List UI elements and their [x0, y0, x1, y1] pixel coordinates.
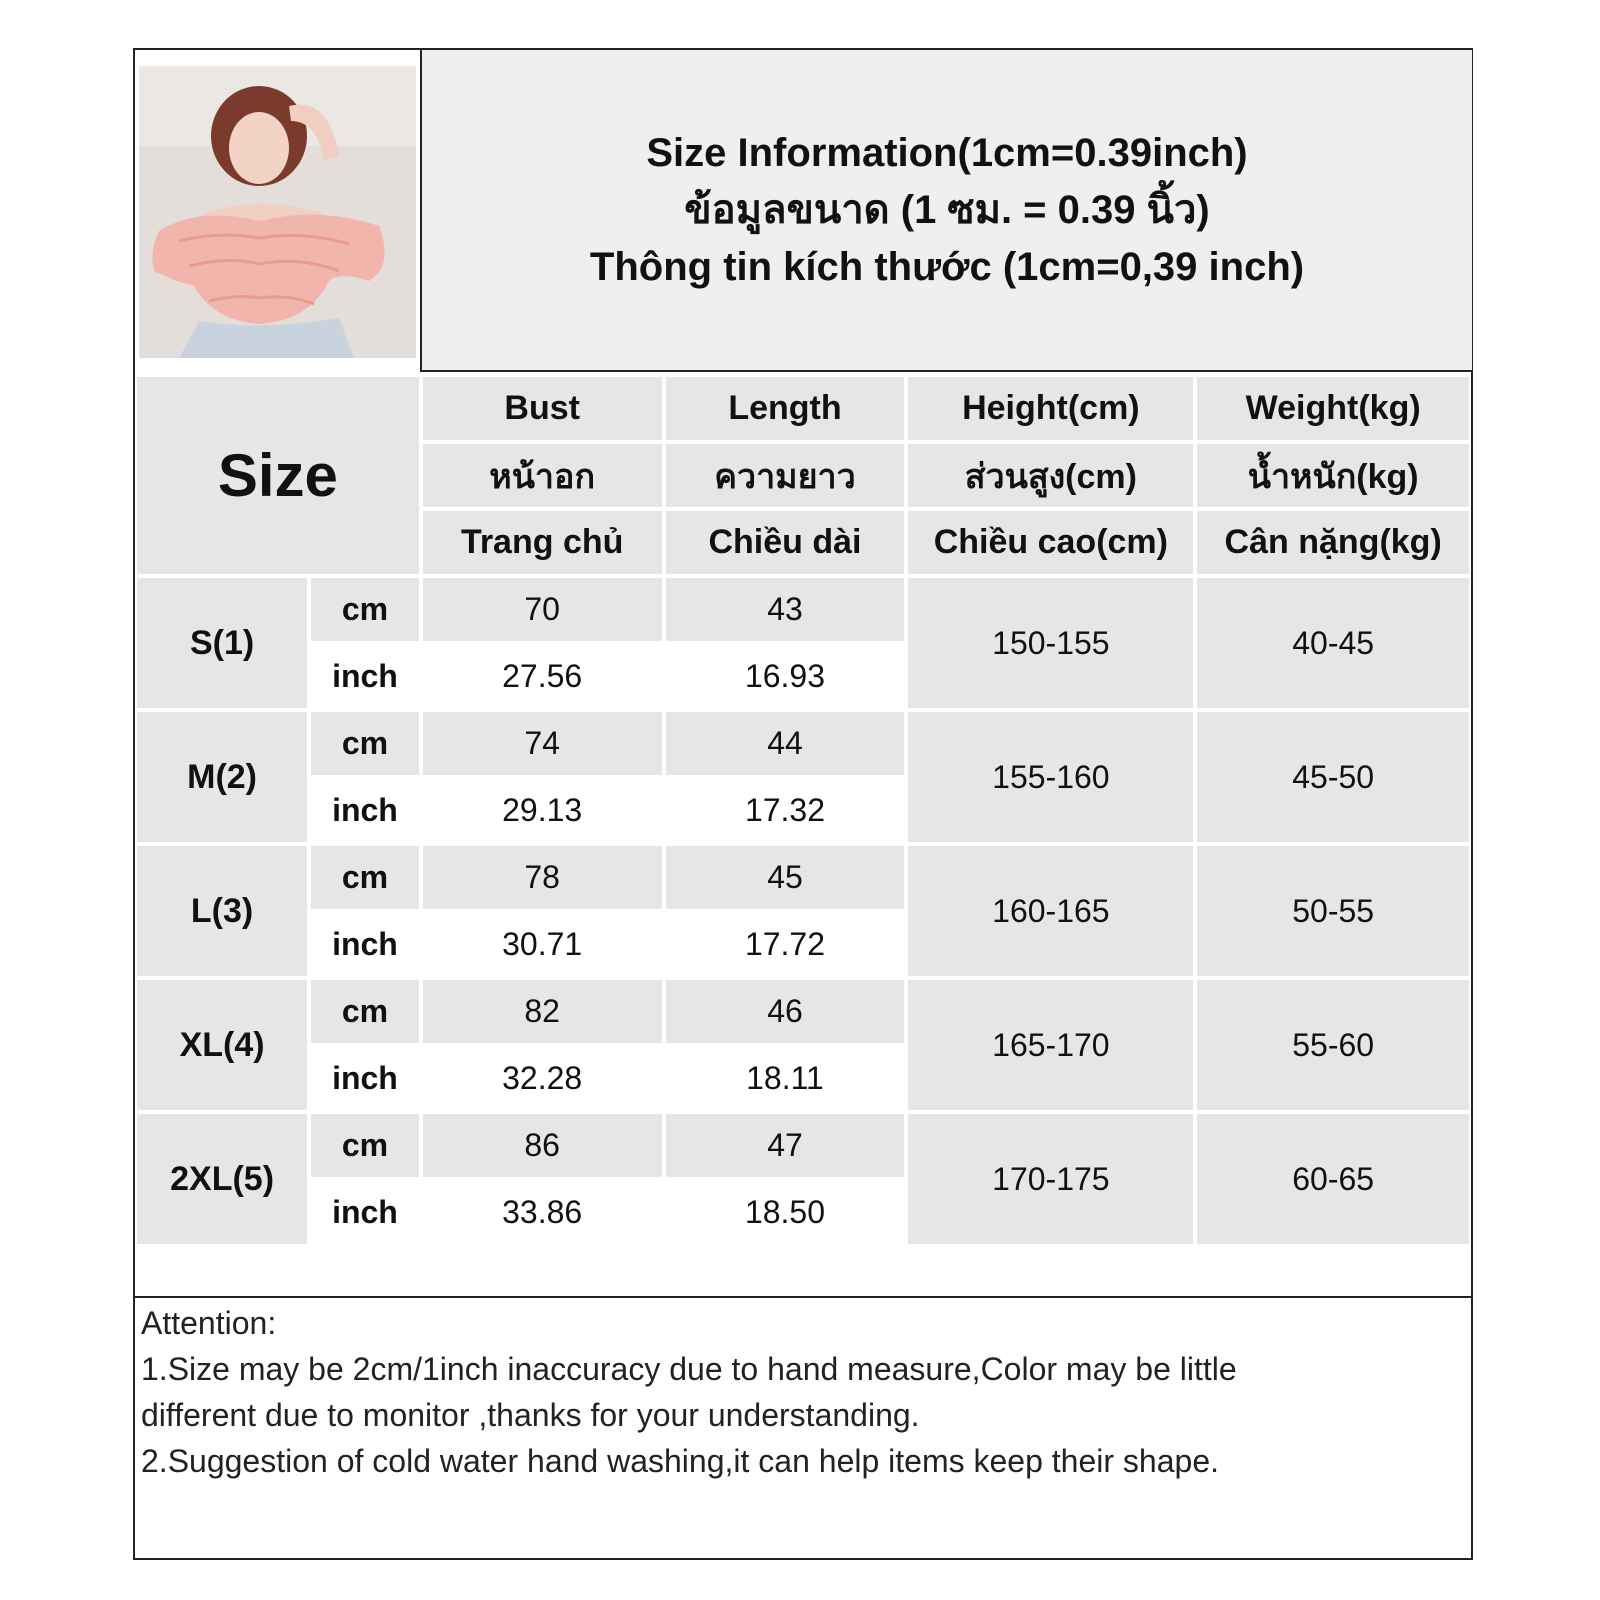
- bust-header-th: หน้าอก: [423, 444, 662, 507]
- unit-cm: cm: [311, 846, 419, 909]
- bust-inch-value: 29.13: [423, 779, 662, 842]
- height-header-vi: Chiều cao(cm): [908, 511, 1193, 574]
- size-label-m: M(2): [137, 712, 307, 842]
- unit-cm: cm: [311, 980, 419, 1043]
- attention-notes: [135, 1296, 1471, 1558]
- attention-note-1: 1.Size may be 2cm/1inch inaccuracy due to hand measure,Color may be little: [141, 1351, 1237, 1387]
- height-header-th: ส่วนสูง(cm): [908, 444, 1193, 507]
- bust-header-vi: Trang chủ: [423, 511, 662, 574]
- length-header-vi: Chiều dài: [666, 511, 905, 574]
- product-photo: [139, 66, 416, 358]
- weight-header-th: น้ำหนัก(kg): [1197, 444, 1469, 507]
- weight-range: 40-45: [1197, 578, 1469, 708]
- height-header-en: Height(cm): [908, 377, 1193, 440]
- unit-inch: inch: [311, 913, 419, 976]
- size-label-xl: XL(4): [137, 980, 307, 1110]
- bust-inch-value: 30.71: [423, 913, 662, 976]
- length-cm-value: 47: [666, 1114, 905, 1177]
- bust-inch-value: 33.86: [423, 1181, 662, 1244]
- size-label-s: S(1): [137, 578, 307, 708]
- attention-heading: Attention:: [141, 1305, 277, 1341]
- length-cm-value: 43: [666, 578, 905, 641]
- length-inch-value: 17.32: [666, 779, 905, 842]
- height-range: 165-170: [908, 980, 1193, 1110]
- bust-inch-value: 27.56: [423, 645, 662, 708]
- length-inch-value: 18.50: [666, 1181, 905, 1244]
- height-range: 150-155: [908, 578, 1193, 708]
- height-range: 170-175: [908, 1114, 1193, 1244]
- attention-note-1-cont: different due to monitor ,thanks for your understanding.: [141, 1397, 920, 1433]
- bust-inch-value: 32.28: [423, 1047, 662, 1110]
- size-information-header: [420, 50, 1472, 372]
- bust-cm-value: 78: [423, 846, 662, 909]
- weight-range: 60-65: [1197, 1114, 1469, 1244]
- length-cm-value: 45: [666, 846, 905, 909]
- length-header-en: Length: [666, 377, 905, 440]
- size-label-l: L(3): [137, 846, 307, 976]
- bust-cm-value: 74: [423, 712, 662, 775]
- bust-cm-value: 82: [423, 980, 662, 1043]
- unit-inch: inch: [311, 1181, 419, 1244]
- attention-note-2: 2.Suggestion of cold water hand washing,it can help items keep their shape.: [141, 1443, 1219, 1479]
- unit-inch: inch: [311, 645, 419, 708]
- bust-header-en: Bust: [423, 377, 662, 440]
- height-range: 155-160: [908, 712, 1193, 842]
- size-table: [133, 373, 1473, 1248]
- unit-inch: inch: [311, 779, 419, 842]
- length-inch-value: 18.11: [666, 1047, 905, 1110]
- unit-cm: cm: [311, 1114, 419, 1177]
- size-label-2xl: 2XL(5): [137, 1114, 307, 1244]
- weight-range: 50-55: [1197, 846, 1469, 976]
- weight-range: 45-50: [1197, 712, 1469, 842]
- height-range: 160-165: [908, 846, 1193, 976]
- length-cm-value: 46: [666, 980, 905, 1043]
- length-cm-value: 44: [666, 712, 905, 775]
- bust-cm-value: 86: [423, 1114, 662, 1177]
- bust-cm-value: 70: [423, 578, 662, 641]
- unit-inch: inch: [311, 1047, 419, 1110]
- length-inch-value: 17.72: [666, 913, 905, 976]
- title-vietnamese: Thông tin kích thước (1cm=0,39 inch): [589, 244, 1305, 289]
- weight-range: 55-60: [1197, 980, 1469, 1110]
- weight-header-en: Weight(kg): [1197, 377, 1469, 440]
- unit-cm: cm: [311, 712, 419, 775]
- unit-cm: cm: [311, 578, 419, 641]
- title-thai: ข้อมูลขนาด (1 ซม. = 0.39 นิ้ว): [684, 187, 1210, 232]
- title-english: Size Information(1cm=0.39inch): [646, 130, 1248, 175]
- weight-header-vi: Cân nặng(kg): [1197, 511, 1469, 574]
- length-inch-value: 16.93: [666, 645, 905, 708]
- length-header-th: ความยาว: [666, 444, 905, 507]
- size-column-header: Size: [137, 377, 419, 574]
